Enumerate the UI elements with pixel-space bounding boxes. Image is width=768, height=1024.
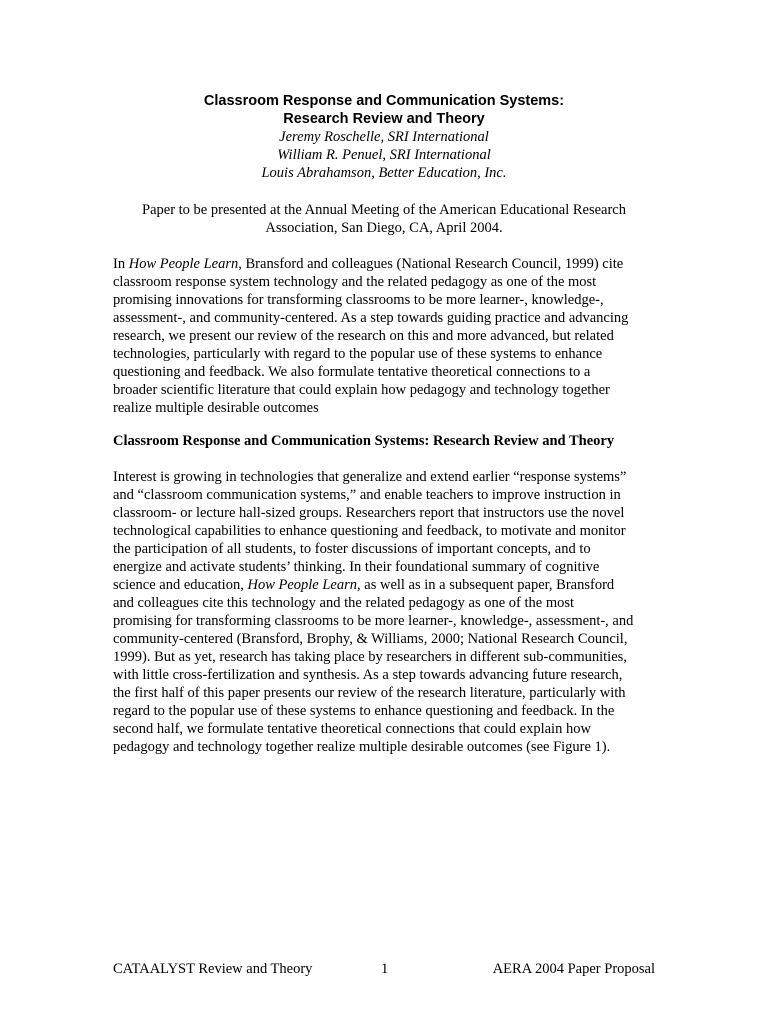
- author-2: William R. Penuel, SRI International: [277, 147, 491, 163]
- presentation-note: [100, 201, 668, 237]
- abstract-line: broader scientific literature that could explain how pedagogy and technology together: [113, 382, 610, 398]
- abstract-line: promising innovations for transforming classrooms to be more learner-, knowledge-,: [113, 292, 604, 308]
- presentation-note-line-2: Association, San Diego, CA, April 2004.: [265, 220, 503, 236]
- body-line: community-centered (Bransford, Brophy, & Williams, 2000; National Research Council,: [113, 631, 628, 647]
- body-line: energize and activate students’ thinking. In their foundational summary of cognitive: [113, 559, 600, 575]
- body-line: [113, 576, 661, 594]
- author-3: Louis Abrahamson, Better Education, Inc.: [261, 165, 507, 181]
- body-text: science and education,: [113, 577, 248, 593]
- book-title: How People Learn: [247, 577, 358, 593]
- abstract-paragraph: [113, 255, 661, 417]
- section-heading: Classroom Response and Communication Systems: Research Review and Theory: [113, 433, 615, 449]
- abstract-line: [113, 255, 661, 273]
- body-line: with little cross-fertilization and synthesis. As a step towards advancing future research,: [113, 667, 623, 683]
- abstract-line: realize multiple desirable outcomes: [113, 400, 319, 416]
- abstract-line: technologies, particularly with regard to the popular use of these systems to enhance: [113, 346, 603, 362]
- body-line: and “classroom communication systems,” and enable teachers to improve instruction in: [113, 487, 621, 503]
- abstract-line: classroom response system technology and the related pedagogy as one of the most: [113, 274, 597, 290]
- body-line: 1999). But as yet, research has taking place by researchers in different sub-communities,: [113, 649, 627, 665]
- page-number: 1: [381, 961, 389, 977]
- footer-conference: AERA 2004 Paper Proposal: [492, 961, 655, 977]
- author-1: Jeremy Roschelle, SRI International: [279, 129, 489, 145]
- body-line: Interest is growing in technologies that generalize and extend earlier “response systems”: [113, 469, 627, 485]
- body-line: pedagogy and technology together realize multiple desirable outcomes (see Figure 1).: [113, 739, 611, 755]
- body-line: the first half of this paper presents our review of the research literature, particularly with: [113, 685, 626, 701]
- abstract-text: , Bransford and colleagues (National Research Council, 1999) cite: [238, 256, 624, 272]
- body-line: the participation of all students, to foster discussions of important concepts, and to: [113, 541, 591, 557]
- abstract-line: research, we present our review of the research on this and more advanced, but related: [113, 328, 614, 344]
- abstract-line: questioning and feedback. We also formulate tentative theoretical connections to a: [113, 364, 591, 380]
- body-line: classroom- or lecture hall-sized groups. Researchers report that instructors use the novel: [113, 505, 625, 521]
- body-line: promising for transforming classrooms to be more learner-, knowledge-, assessment-, and: [113, 613, 634, 629]
- abstract-text: In: [113, 256, 129, 272]
- body-line: regard to the popular use of these systems to enhance questioning and feedback. In the: [113, 703, 615, 719]
- footer-running-title: CATAALYST Review and Theory: [113, 961, 313, 977]
- body-line: technological capabilities to enhance questioning and feedback, to motivate and monitor: [113, 523, 626, 539]
- body-line: and colleagues cite this technology and the related pedagogy as one of the most: [113, 595, 575, 611]
- presentation-note-line-1: Paper to be presented at the Annual Meeting of the American Educational Research: [142, 202, 626, 218]
- paper-title-line-1: Classroom Response and Communication Systems:: [203, 93, 565, 109]
- paper-title-line-2: Research Review and Theory: [283, 111, 485, 127]
- body-line: second half, we formulate tentative theoretical connections that could explain how: [113, 721, 591, 737]
- body-text: , as well as in a subsequent paper, Bransford: [357, 577, 615, 593]
- body-paragraph: [113, 468, 661, 756]
- title-block: [0, 92, 768, 182]
- abstract-line: assessment-, and community-centered. As a step towards guiding practice and advancing: [113, 310, 629, 326]
- book-title: How People Learn: [128, 256, 239, 272]
